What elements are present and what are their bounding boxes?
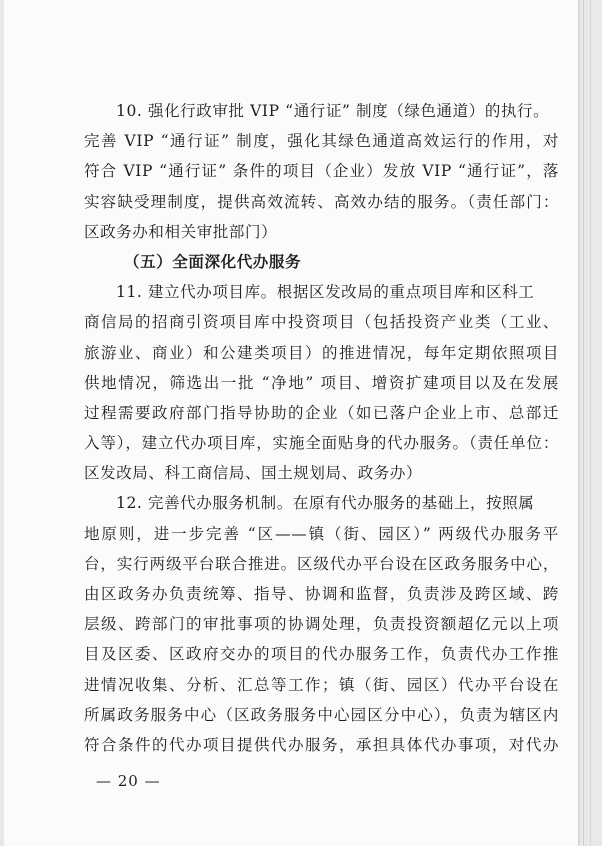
paragraph-11-line-3: 旅游业、商业）和公建类项目）的推进情况，每年定期依照项目 [84, 343, 559, 362]
paragraph-12-line-1: 12. 完善代办服务机制。在原有代办服务的基础上，按照属 [116, 494, 535, 513]
paragraph-12-line-2: 地原则，进一步完善 “区——镇（街、园区）” 两级代办服务平 [84, 524, 559, 543]
paragraph-12-line-7: 进情况收集、分析、汇总等工作；镇（街、园区）代办平台设在 [84, 675, 559, 694]
paragraph-11-line-1: 11. 建立代办项目库。根据区发改局的重点项目库和区科工 [116, 283, 535, 302]
paragraph-11-line-6: 入等），建立代办项目库，实施全面贴身的代办服务。（责任单位： [84, 434, 559, 453]
paragraph-11-line-4: 供地情况，筛选出一批 “净地” 项目、增资扩建项目以及在发展 [84, 373, 559, 392]
paragraph-10-line-3: 符合 VIP “通行证” 条件的项目（企业）发放 VIP “通行证”，落 [84, 162, 559, 181]
binding-edge-line-outer [590, 0, 591, 846]
paragraph-10-line-2: 完善 VIP “通行证” 制度，强化其绿色通道高效运行的作用，对 [84, 132, 559, 151]
paragraph-12-line-9: 符合条件的代办项目提供代办服务，承担具体代办事项，对代办 [84, 735, 559, 754]
paragraph-10-line-5: 区政务办和相关审批部门） [84, 222, 278, 241]
page-number: — 20 — [96, 772, 161, 790]
paragraph-12-line-4: 由区政务办负责统筹、指导、协调和监督，负责涉及跨区域、跨 [84, 585, 559, 603]
paragraph-11-line-7: 区发改局、科工商信局、国土规划局、政务办） [84, 464, 423, 483]
paragraph-11-line-5: 过程需要政府部门指导协助的企业（如已落户企业上市、总部迁 [84, 403, 559, 422]
paragraph-12-line-8: 所属政务服务中心（区政务服务中心园区分中心），负责为辖区内 [84, 705, 559, 724]
paragraph-10-line-4: 实容缺受理制度，提供高效流转、高效办结的服务。（责任部门： [84, 192, 559, 211]
paragraph-10-line-1: 10. 强化行政审批 VIP “通行证” 制度（绿色通道）的执行。 [116, 102, 550, 120]
paragraph-11-line-2: 商信局的招商引资项目库中投资项目（包括投资产业类（工业、 [84, 313, 559, 332]
paragraph-12-line-3: 台，实行两级平台联合推进。区级代办平台设在区政务服务中心， [84, 554, 559, 573]
paragraph-12-line-6: 目及区委、区政府交办的项目的代办服务工作，负责代办工作推 [84, 645, 559, 664]
binding-edge-line [583, 0, 584, 846]
paragraph-12-line-5: 层级、跨部门的审批事项的协调处理，负责投资额超亿元以上项 [84, 615, 559, 634]
document-page [4, 0, 578, 846]
document-body [84, 96, 559, 760]
section-heading-5: （五）全面深化代办服务 [124, 251, 302, 271]
